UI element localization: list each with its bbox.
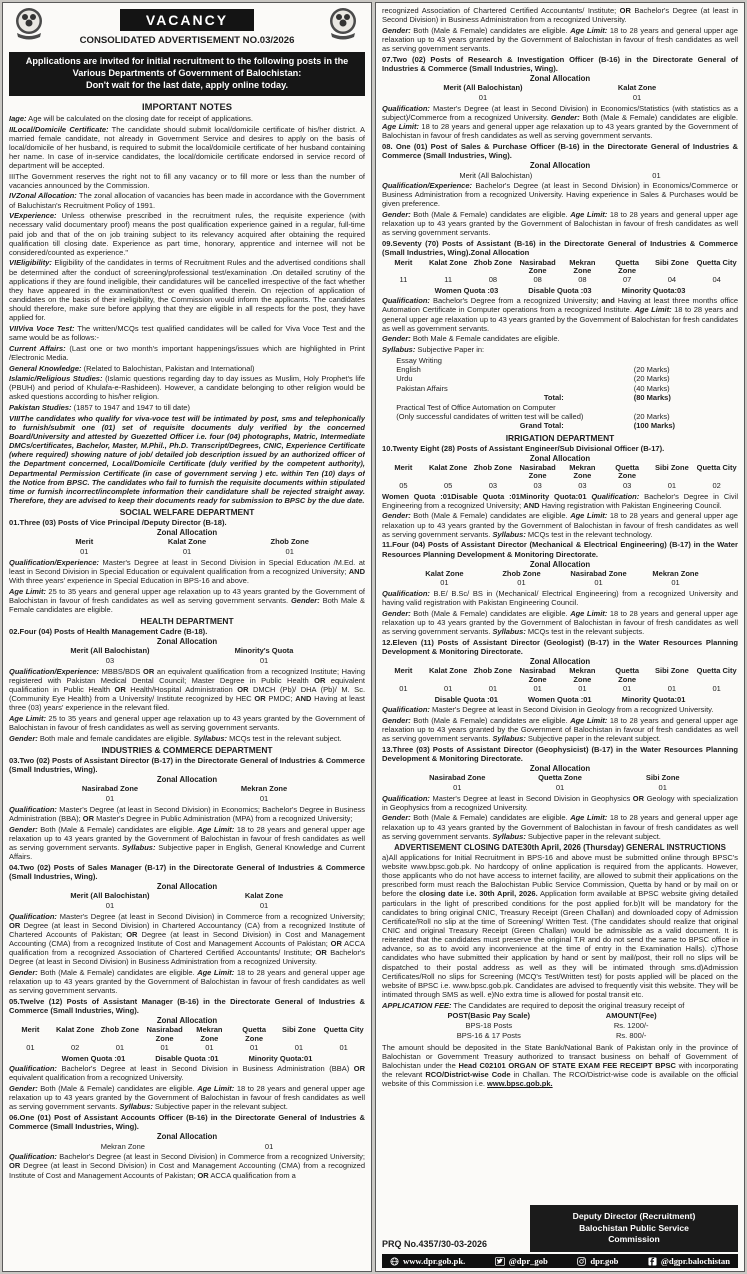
- allocation-col-header: Nasirabad Zone: [519, 257, 556, 275]
- fee-header-row: POST(Basic Pay Scale) AMOUNT(Fee): [447, 1011, 657, 1021]
- allocation-value: 01: [712, 684, 721, 694]
- allocation-col-header: Kalat Zone: [428, 257, 468, 267]
- allocation-value: 05: [443, 480, 453, 490]
- allocation-col-header: Quetta City: [696, 462, 737, 472]
- allocation-table: [34, 785, 340, 802]
- note-paragraph: IILocal/Domicile Certificate: The candidate should submit local/domicile certificate of his/her district. A married female candidate, not already in Government Service and desires to apply on the basis of local/domicile of her husband, is required to submit the local/domicile certificate of her husband containing her name. In case of in-service candidates, the local/domicile certificate endorsed in service record of department will be accepted.: [9, 124, 365, 171]
- allocation-row: [9, 1142, 365, 1151]
- allocation-col-header: Zhob Zone: [270, 537, 309, 547]
- consolidated-advertisement-title: CONSOLIDATED ADVERTISEMENT NO.03/2026: [79, 35, 295, 46]
- allocation-value: 11: [399, 275, 408, 285]
- allocation-table: [34, 892, 340, 909]
- allocation-value: 01: [160, 1043, 169, 1053]
- allocation-col-header: Merit (All Balochistan): [443, 83, 523, 93]
- allocation-col-header: Mekran Zone: [196, 1025, 223, 1043]
- note-paragraph: Pakistan Studies: (1857 to 1947 and 1947 to till date): [9, 403, 190, 413]
- body-paragraph: Qualification: Master's Degree at least in Second Division in Geology from a recognized University.: [382, 705, 714, 715]
- allocation-value: 08: [488, 275, 498, 285]
- marks-row: (Only successful candidates of written test will be called) (20 Marks): [396, 411, 670, 421]
- body-paragraph: Qualification: Bachelor's Degree from a recognized University; and Having at least three months office Automation Certificate in Computer operations from a recognized Institute. Age Limit: 18 to 28 years and general upper age relaxation up to 43 years granted by the Government of Balochistan for fresh candidates as well as government servants.: [382, 296, 738, 333]
- allocation-value: 01: [399, 684, 408, 694]
- allocation-value: 07: [622, 275, 632, 285]
- allocation-col-header: Quetta City: [696, 257, 737, 267]
- allocation-col-header: Quetta Zone: [538, 773, 582, 783]
- body-paragraph: Gender: Both (Male & Female) candidates are eligible. Age Limit: 18 to 28 years and general upper age relaxation up to 43 years granted by the Government of Balochistan in favour of fresh candidates as well as serving government servants. Syllabus: MCQs test in the relevant subjects.: [382, 609, 738, 637]
- signature-line: Balochistan Public Service: [579, 1222, 689, 1233]
- allocation-col-header: Minority's Quota: [234, 646, 294, 656]
- allocation-row: [382, 171, 738, 180]
- allocation-col-header: Sibi Zone: [282, 1025, 316, 1035]
- allocation-col-header: Merit: [394, 666, 413, 676]
- body-paragraph: Age Limit: 25 to 35 years and general upper age relaxation up to 43 years granted by the Government of Balochistan in favour of fresh candidates as well as serving government servants. Gender: Both Male & Female candidates are eligible.: [9, 586, 365, 614]
- body-paragraph: Qualification/Experience: Bachelor's Degree (at least in Second Division) in Economics/Commerce or Business Administration from a recognized University. Having experience in Sales & Purchases would be given preference.: [382, 181, 738, 209]
- department-heading: HEALTH DEPARTMENT: [140, 616, 234, 627]
- allocation-value: 01: [555, 782, 565, 792]
- allocation-value: 03: [578, 480, 587, 490]
- body-paragraph: Gender: Both (Male & Female) candidates are eligible. Age Limit: 18 to 28 years and general upper age relaxation up to 43 years granted by the Government of Balochistan in favour of fresh candidates as well as serving government servants.: [382, 25, 738, 54]
- post-title: 01.Three (03) Posts of Vice Principal /Deputy Director (B-18).: [9, 518, 227, 528]
- allocation-col-header: Merit: [394, 462, 413, 472]
- zonal-allocation-label: Zonal Allocation: [529, 74, 591, 84]
- allocation-value: 04: [667, 275, 677, 285]
- allocation-value: 08: [533, 275, 542, 285]
- government-crest-left-icon: [9, 6, 51, 49]
- allocation-col-header: Zhob Zone: [473, 257, 513, 267]
- body-paragraph: APPLICATION FEE: The Candidates are required to deposit the original treasury receipt of: [382, 1000, 685, 1010]
- quota-item: Women Quota :03: [434, 286, 499, 296]
- marks-row: English (20 Marks): [396, 365, 670, 374]
- invitation-line: Don't wait for the last date, apply online today.: [85, 79, 289, 90]
- marks-row: Essay Writing: [396, 355, 442, 365]
- body-paragraph: Qualification: Bachelor's Degree at least in Second Division in Business Administration (BBA) OR equivalent qualification from a recognized University.: [9, 1064, 365, 1083]
- allocation-table: [9, 1026, 365, 1052]
- zonal-allocation-label: Zonal Allocation: [529, 657, 591, 667]
- signature-box: [530, 1205, 738, 1252]
- zonal-allocation-label: Zonal Allocation: [156, 637, 218, 647]
- left-column: [2, 2, 372, 1272]
- allocation-value: 01: [440, 578, 449, 588]
- allocation-col-header: Merit: [394, 257, 413, 267]
- body-paragraph: Gender: Both (Male & Female) candidates are eligible. Age Limit: 18 to 28 years and general upper age relaxation up to 43 years granted by the Government of Balochistan in favour of fresh candidates as well as serving government servants.: [9, 967, 365, 996]
- allocation-value: 01: [249, 1043, 259, 1053]
- facebook-icon: [648, 1257, 657, 1266]
- allocation-col-header: Sibi Zone: [655, 462, 689, 472]
- note-paragraph: IIIThe Government reserves the right not to fill any vacancy or to fill more or less than the number of vacancies announced by the Commission.: [9, 171, 365, 190]
- fee-row: BPS-18 Posts Rs. 1200/-: [465, 1021, 649, 1031]
- quota-item: Women Quota :01: [527, 695, 592, 705]
- footer: [382, 1203, 738, 1268]
- allocation-col-header: Mekran Zone: [240, 784, 288, 794]
- body-paragraph: Qualification/Experience: MBBS/BDS OR an equivalent qualification from a recognized Institute; Having registered with Pakistan Medical Dental Council; Master Degree in Public Health OR equivalent qualification in Public Health OR Health/Hospital Administration OR DMCH (Pb)/ DHA (Pb)/ M. Sc.(Community Eye Health) from a University/ Institute recognized by HEC OR PMDC; AND Having at least three (03) years' experience in the relevant filed.: [9, 666, 365, 713]
- allocation-value: 01: [26, 1043, 35, 1053]
- post-title: 09.Seventy (70) Posts of Assistant (B-16) in the Directorate General of Industries & Commerce (Small Industries, Wing).Zonal Allocation: [382, 239, 738, 258]
- marks-row: Practical Test of Office Automation on Computer: [396, 402, 556, 412]
- right-column: [375, 2, 745, 1272]
- vacancy-banner: VACANCY: [120, 9, 254, 31]
- allocation-table: [407, 774, 713, 791]
- allocation-value: 01: [115, 1043, 125, 1053]
- allocation-col-header: Nasirabad Zone: [570, 568, 627, 578]
- note-paragraph: Current Affairs: (Last one or two month's important happenings/issues which are highlighted in Print /Electronic Media.: [9, 343, 365, 362]
- zone-name: Mekran Zone: [100, 1142, 145, 1152]
- body-paragraph: Gender: Both (Male & Female) candidates are eligible. Age Limit: 18 to 28 years and general upper age relaxation up to 43 years granted by the Government of Balochistan in favour of fresh candidates as well as serving government servants. Syllabus: MCQs test in the relevant technology.: [382, 511, 738, 539]
- post-title: 12.Eleven (11) Posts of Assistant Director (Geologist) (B-17) in the Water Resources Planning Development & Monitoring Directorate.: [382, 637, 738, 657]
- body-paragraph: Gender: Both male and female candidates are eligible. Syllabus: MCQs test in the relevant subject.: [9, 733, 342, 743]
- allocation-value: 01: [667, 480, 677, 490]
- zonal-allocation-label: Zonal Allocation: [529, 453, 591, 463]
- note-paragraph: VIEligibility: Eligibility of the candidates in terms of Recruitment Rules and the advertised conditions shall be determined after the conduct of screening/professional test/examination .On detailed scrutiny of the applications if they are found ineligible, their candidatures will be cancelled irrespective of the fact whether they have appeared in the examination/test or even qualified therein. On rejection of application of candidates on the basis of their ineligibility, the Commission would inform the applicants. The candidates should therefore, make sure before applying that they are eligible in all respects for the post, they have applied for.: [9, 258, 365, 323]
- allocation-col-header: Sibi Zone: [655, 257, 689, 267]
- marks-row: Grand Total: (100 Marks): [519, 421, 676, 431]
- allocation-table: [407, 84, 713, 101]
- allocation-col-header: Zhob Zone: [502, 568, 541, 578]
- zone-count: 01: [652, 171, 661, 181]
- marks-row: Pakistan Affairs (40 Marks): [396, 383, 670, 393]
- allocation-col-header: Quetta City: [696, 666, 737, 676]
- allocation-col-header: Merit: [21, 1025, 40, 1035]
- body-paragraph: Qualification: Master's Degree at least in Second Division in Geophysics OR Geology with specialization in Geophysics from a recognized University.: [382, 793, 738, 812]
- body-paragraph: Age Limit: 25 to 35 years and general upper age relaxation up to 43 years granted by the Government of Balochistan in favour of fresh candidates as well as serving government servants.: [9, 713, 365, 733]
- allocation-value: 03: [622, 480, 632, 490]
- quota-item: Disable Quota :03: [528, 286, 592, 296]
- quota-item: Disable Quota :01: [434, 695, 498, 705]
- marks-row: Urdu (20 Marks): [396, 374, 670, 384]
- allocation-value: 03: [105, 655, 115, 665]
- allocation-value: 01: [488, 684, 498, 694]
- allocation-table: [382, 667, 738, 693]
- quota-item: Women Quota :01: [61, 1054, 126, 1064]
- allocation-col-header: Kalat Zone: [244, 891, 284, 901]
- allocation-col-header: Merit: [75, 537, 94, 547]
- allocation-value: 01: [80, 546, 89, 556]
- zonal-allocation-label: Zonal Allocation: [156, 1016, 218, 1026]
- zonal-allocation-label: Zonal Allocation: [529, 764, 591, 774]
- left-column-content: [9, 114, 365, 1268]
- allocation-value: 01: [671, 578, 680, 588]
- allocation-col-header: Sibi Zone: [645, 773, 680, 783]
- facebook-handle: @dgpr.balochistan: [648, 1256, 730, 1266]
- allocation-value: 01: [658, 782, 667, 792]
- note-paragraph: Iage: Age will be calculated on the closing date for receipt of applications.: [9, 113, 253, 123]
- allocation-table: [407, 570, 713, 587]
- allocation-col-header: Zhob Zone: [100, 1025, 140, 1035]
- quota-line: [382, 286, 738, 295]
- allocation-col-header: Sibi Zone: [655, 666, 689, 676]
- post-title: 11.Four (04) Posts of Assistant Director (Mechanical & Electrical Engineering) (B-17) in the Water Resources Planning Development & Monitoring Directorate.: [382, 540, 738, 559]
- allocation-col-header: Nasirabad Zone: [146, 1025, 183, 1043]
- body-paragraph: Qualification: B.E/ B.Sc/ BS in (Mechanical/ Electrical Engineering) from a recognized University and having valid registration with Pakistan Engineering Council.: [382, 589, 738, 608]
- allocation-value: 01: [182, 546, 192, 556]
- allocation-col-header: Kalat Zone: [167, 537, 207, 547]
- note-paragraph: VExperience: Unless otherwise prescribed in the recruitment rules, the requisite experience (with necessary valid documentary proof) means the post qualification experience gained in a regular, full-time paid job and that of the on job training subject to its relevancy acquired after obtaining the required qualification till closing date. Experience as part time, honorary, apprentice and internee will not be considered/counted as experience.": [9, 211, 365, 257]
- allocation-value: 01: [339, 1043, 348, 1053]
- department-heading: IRRIGATION DEPARTMENT: [505, 432, 615, 443]
- allocation-value: 01: [259, 655, 269, 665]
- allocation-value: 01: [105, 793, 115, 803]
- allocation-value: 03: [533, 480, 542, 490]
- post-title: 06.One (01) Post of Assistant Accounts Officer (B-16) in the Directorate General of Industries & Commerce (Small Industries, Wing).: [9, 1112, 365, 1131]
- syllabus-marks-table: [396, 356, 724, 431]
- allocation-value: 01: [478, 92, 488, 102]
- signature-line: Commission: [608, 1234, 660, 1245]
- quota-item: Minority Quota:01: [248, 1054, 313, 1064]
- signature-line: Deputy Director (Recruitment): [572, 1211, 696, 1222]
- allocation-value: 01: [667, 684, 677, 694]
- allocation-value: 02: [70, 1043, 80, 1053]
- post-title: 05.Twelve (12) Posts of Assistant Manager (B-16) in the Directorate General of Industries & Commerce (Small Industries, Wing).: [9, 996, 365, 1016]
- body-paragraph: Gender: Both (Male & Female) candidates are eligible. Age Limit: 18 to 28 years and general upper age relaxation up to 43 years granted by the Government of Balochistan in favour of fresh candidates as well as serving government servants. Syllabus: Subjective paper in English, General Knowledge and Current Affairs.: [9, 824, 365, 861]
- body-paragraph: Syllabus: Subjective Paper in:: [382, 344, 485, 354]
- allocation-col-header: Zhob Zone: [473, 666, 513, 676]
- closing-date-line: ADVERTISEMENT CLOSING DATE30th April, 2026 (Thursday) GENERAL INSTRUCTIONS: [394, 842, 726, 852]
- note-paragraph: VIIIThe candidates who qualify for viva-voce test will be intimated by post, sms and telephonically to furnish/submit one (01) set of requisite documents duly verified by the concerned Board/University and attested by Guezetted Officer i.e. four (04) photographs, Matric, Intermediate DMCs/certificates, Bachelor, Master, M.Phil., Ph.D. Transcript/Degrees, CNIC, Experience Certificate (where required) showing nature of job/ detailed job description issued by an authorized officer of the Department concerned, Local/Domicile Certificate (duly verified by the competent authority), Departmental Permission Certificate (in case of government serving ) etc. within Ten (10) days of the Notice from BPSC. The candidates who fail to furnish the requisite documents within stipulated time or furnish incorrect/incomplete information their candidature shall be rejected straight away. Therefore, they are advised to keep their documents ready for submission to BPSC by the due date.: [9, 413, 365, 505]
- allocation-table: [382, 464, 738, 490]
- allocation-col-header: Kalat Zone: [617, 83, 657, 93]
- post-title: 13.Three (03) Posts of Assistant Director (Geophysicist) (B-17) in the Water Resources Planning Development & Monitoring Directorate.: [382, 744, 738, 764]
- allocation-col-header: Merit (All Balochistan): [70, 891, 150, 901]
- body-paragraph: recognized Association of Chartered Certified Accountants/ Institute; OR Bachelor's Degree (at least in Second Division) in Business Administration from a recognized University.: [382, 6, 738, 25]
- zonal-allocation-label: Zonal Allocation: [156, 882, 218, 892]
- allocation-col-header: Quetta Zone: [615, 462, 639, 481]
- allocation-col-header: Mekran Zone: [652, 568, 699, 578]
- zone-name: Merit (All Balochistan): [459, 171, 533, 181]
- allocation-value: 01: [594, 578, 603, 588]
- allocation-value: 01: [578, 684, 587, 694]
- instagram-icon: [577, 1257, 586, 1266]
- allocation-value: 01: [205, 1043, 214, 1053]
- allocation-col-header: Merit (All Balochistan): [70, 646, 150, 656]
- allocation-value: 05: [399, 480, 408, 490]
- allocation-col-header: Kalat Zone: [428, 666, 468, 676]
- note-paragraph: General Knowledge: (Related to Balochistan, Pakistan and International): [9, 363, 255, 373]
- allocation-value: 01: [622, 684, 632, 694]
- allocation-value: 01: [294, 1043, 304, 1053]
- note-paragraph: IVZonal Allocation: The zonal allocation of vacancies has been made in accordance with the Government of Baluchistan's Recruitment Policy of 1991.: [9, 191, 365, 210]
- body-paragraph: Qualification/Experience: Master's Degree at least in Second Division in Special Education /M.Ed. at least in Second Division in Special Education or equivalent qualification from a recognized University; AND With three years' experience in Special Education in BPS-16 and above.: [9, 557, 365, 586]
- post-title: 08. One (01) Post of Sales & Purchase Officer (B-16) in the Directorate General of Industries & Commerce (Small Industries, Wing).: [382, 141, 738, 160]
- body-paragraph: Gender: Both (Male & Female) candidates are eligible. Age Limit: 18 to 28 years and general upper age relaxation up to 43 years granted by the Government of Balochistan in favour of fresh candidates as well as serving government servants. Syllabus: Subjective paper in the relevant subject.: [382, 813, 738, 841]
- quota-item: Minority Quota:01: [621, 695, 686, 705]
- allocation-value: 03: [488, 480, 498, 490]
- post-title: 10.Twenty Eight (28) Posts of Assistant Engineer/Sub Divisional Officer (B-17).: [382, 443, 665, 453]
- allocation-value: 11: [444, 275, 453, 285]
- twitter-icon: [495, 1257, 505, 1266]
- body-paragraph: Gender: Both (Male & Female) candidates are eligible. Age Limit: 18 to 28 years and general upper age relaxation up to 43 years granted by the Government of Balochistan in favour of fresh candidates as well as serving government servants.: [382, 210, 738, 238]
- body-paragraph: Gender: Both (Male & Female) candidates are eligible. Age Limit: 18 to 28 years and general upper age relaxation up to 43 years granted by the Government of Balochistan in favour of fresh candidates as well as serving government servants. Syllabus: Subjective paper in the relevant subject.: [382, 715, 738, 744]
- allocation-value: 01: [285, 546, 294, 556]
- post-title: 02.Four (04) Posts of Health Management Cadre (B-18).: [9, 627, 208, 637]
- masthead: [9, 6, 365, 49]
- quota-item: Disable Quota :01: [155, 1054, 219, 1064]
- allocation-col-header: Kalat Zone: [425, 568, 464, 578]
- body-paragraph: Women Quota :01Disable Quota :01Minority Quota:01 Qualification: Bachelor's Degree in Civil Engineering from a recognized University; AND Having registration with Pakistan Engineering Council.: [382, 491, 738, 510]
- quota-item: Minority Quota:03: [621, 286, 686, 296]
- allocation-col-header: Quetta Zone: [615, 666, 639, 684]
- government-crest-right-icon: [323, 6, 365, 49]
- marks-row: Total: (80 Marks): [543, 393, 671, 403]
- allocation-value: 04: [712, 275, 721, 285]
- allocation-col-header: Mekran Zone: [569, 257, 596, 275]
- allocation-value: 02: [712, 480, 721, 490]
- quota-line: [9, 1054, 365, 1063]
- quota-line: [382, 695, 738, 704]
- allocation-table: [34, 647, 340, 664]
- invitation-line: Applications are invited for initial recruitment to the following posts in the Various Departments of Government of Balochistan:: [25, 56, 349, 78]
- right-column-content: [382, 6, 738, 1203]
- allocation-table: [382, 259, 738, 285]
- zonal-allocation-label: Zonal Allocation: [156, 528, 218, 538]
- allocation-value: 01: [259, 900, 269, 910]
- department-heading: SOCIAL WELFARE DEPARTMENT: [119, 507, 255, 518]
- zone-count: 01: [264, 1142, 274, 1152]
- body-paragraph: Qualification: Master's Degree (at least in Second Division) in Economics; Bachelor's Degree in Business Administration (BBA); OR Master's Degree in Public Administration (MPA) from a recognized University;: [9, 804, 365, 823]
- allocation-value: 01: [443, 684, 453, 694]
- allocation-table: [34, 538, 340, 555]
- allocation-col-header: Quetta City: [323, 1025, 364, 1035]
- allocation-value: 01: [453, 782, 462, 792]
- prq-number: PRQ No.4357/30-03-2026: [382, 1239, 488, 1249]
- allocation-col-header: Mekran Zone: [569, 666, 596, 684]
- allocation-col-header: Nasirabad Zone: [519, 462, 556, 481]
- allocation-value: 01: [105, 900, 115, 910]
- allocation-col-header: Nasirabad Zone: [429, 773, 486, 783]
- zonal-allocation-label: Zonal Allocation: [156, 775, 218, 785]
- body-paragraph: The amount should be deposited in the State Bank/National Bank of Pakistan only in the province of Balochistan or Government Treasury authorized to transact business on behalf of Government of Balochistan under the Head C02101 ORGAN OF STATE EXAM FEE RECEIPT BPSC with incorporating the relevant RCO/District-wise Code in Challan. The RCO/District-wise code is available on the official website of this Commission i.e. www.bpsc.gob.pk.: [382, 1042, 738, 1089]
- invitation-banner: [9, 52, 365, 96]
- website-icon: [390, 1257, 399, 1266]
- zonal-allocation-label: Zonal Allocation: [156, 1132, 218, 1142]
- post-title: 03.Two (02) Posts of Assistant Director (B-17) in the Directorate General of Industries & Commerce (Small Industries, Wing).: [9, 755, 365, 775]
- allocation-col-header: Nasirabad Zone: [81, 784, 139, 794]
- allocation-value: 08: [578, 275, 587, 285]
- body-paragraph: Gender: Both Male & Female candidates are eligible.: [382, 334, 560, 344]
- allocation-value: 01: [533, 684, 542, 694]
- allocation-col-header: Kalat Zone: [428, 462, 468, 472]
- post-title: 04.Two (02) Posts of Sales Manager (B-17) in the Directorate General of Industries & Commerce (Small Industries, Wing).: [9, 862, 365, 881]
- instagram-handle: dpr.gob: [577, 1256, 618, 1266]
- note-paragraph: VIIViva Voce Test: The written/MCQs test qualified candidates will be called for Viva Voce Test and the same would be as follows:-: [9, 323, 365, 343]
- fee-table: [418, 1011, 703, 1040]
- zonal-allocation-label: Zonal Allocation: [529, 161, 591, 171]
- important-notes-heading: IMPORTANT NOTES: [142, 100, 232, 112]
- zonal-allocation-label: Zonal Allocation: [529, 559, 591, 569]
- allocation-value: 01: [517, 578, 526, 588]
- body-paragraph: Qualification: Master's Degree (at least in Second Division) in Commerce from a recognized University; OR Degree (at least in Second Division) in Chartered Accountancy (CA) from a recognized Institute of Chartered Accounts of Pakistan; OR Degree (at least in Second Division) in Cost and Management Accounting (CMA) from a recognized Institute of Cost and Management Accounts of Pakistan; OR ACCA qualification from a recognized Association of Chartered Certified Accountants/ Institute; OR Bachelor's Degree (at least in Second Division) in Business Administration from a recognized University.: [9, 911, 365, 967]
- fee-row: BPS-16 & 17 Posts Rs. 800/-: [456, 1030, 647, 1040]
- body-paragraph: Qualification: Bachelor's Degree (at least in Second Division) in Commerce from a recognized University; OR Degree (at least in Second Division) in Cost and Management Accounting (CMA) from a recognized Institute of Cost and Management Accounts of Pakistan; OR ACCA qualification from a: [9, 1152, 365, 1180]
- social-bar: [382, 1254, 738, 1268]
- allocation-col-header: Kalat Zone: [55, 1025, 95, 1035]
- allocation-col-header: Zhob Zone: [473, 462, 513, 472]
- allocation-col-header: Nasirabad Zone: [519, 666, 556, 684]
- allocation-value: 01: [632, 92, 642, 102]
- body-paragraph: Qualification: Master's Degree (at least in Second Division) in Economics/Statistics (with statistics as a subject)/Commerce from a recognized University. Gender: Both (Male & Female) candidates are eligible. Age Limit: 18 to 28 years and general upper age relaxation up to 43 years granted by the Government of Balochistan in favour of fresh candidates as well as serving government servants.: [382, 103, 738, 141]
- note-paragraph: Islamic/Religious Studies: (Islamic questions regarding day to day issues as Muslim, Holy Prophet's life (PBUH) and period of Khulafa-e-Rashideen). However, a candidate belonging to other religion would be asked questions according to his/her religion.: [9, 374, 365, 402]
- body-paragraph: a)All applications for Initial Recruitment in BPS-16 and above must be submitted online through BPSC's website www.bpsc.gob.pk. No hardcopy of online application is required from the applicants. However, those applicants who do not have access to internet facility, are allowed to submit their applications on the prescribed form must reach the Balochistan Public Service Commission, Quetta by hand or by mail on or before the closing date i.e. 30th April, 2026. Application form available at BPSC website giving detailed particulars in the light of prescribed conditions for the post applied for.b)It will be mandatory for the candidates to bring original CNIC, Treasury Receipt (Green Challan) and downloaded copy of Admission Certificate/Roll no slip at the time of Screening/ Written Test. (The candidates should realize that original CNIC and original Treasury Receipt (Green Challan) would be admissible as a valid document. It is reiterated that the candidates must preserve the original T.R and do not send the same to BPSC office in advance, so as to avoid any inconvenience at the time of entry in the Examination Halls). c)Those candidates who have submitted their application by hand or sent by mail/post, their roll no slips will be dispatched to their postal address as well as they will be intimated through sms.d)Admission Certificates/Roll no slips for Screening (MCQ's Test/Written test) for posts applied will be placed on the website of BPSC i.e. www.bpsc.gob.pk. Candidates are advised to frequently visit this website. They will be intimated through SMS as well. e)No extra time is allowed for postal transit etc.: [382, 852, 738, 999]
- department-heading: INDUSTRIES & COMMERCE DEPARTMENT: [101, 744, 273, 755]
- allocation-value: 01: [259, 793, 269, 803]
- allocation-col-header: Mekran Zone: [569, 462, 596, 481]
- allocation-col-header: Quetta Zone: [242, 1025, 266, 1043]
- post-title: 07.Two (02) Posts of Research & Investigation Officer (B-16) in the Directorate General of Industries & Commerce (Small Industries, Wing).: [382, 54, 738, 73]
- body-paragraph: Gender: Both (Male & Female) candidates are eligible. Age Limit: 18 to 28 years and general upper age relaxation up to 43 years granted by the Government of Balochistan in favour of fresh candidates as well as serving government servants. Syllabus: Subjective paper in the relevant subject.: [9, 1083, 365, 1112]
- website-link: www.dpr.gob.pk.: [390, 1256, 465, 1266]
- allocation-col-header: Quetta Zone: [615, 257, 639, 275]
- twitter-handle: @dpr_gob: [495, 1256, 548, 1266]
